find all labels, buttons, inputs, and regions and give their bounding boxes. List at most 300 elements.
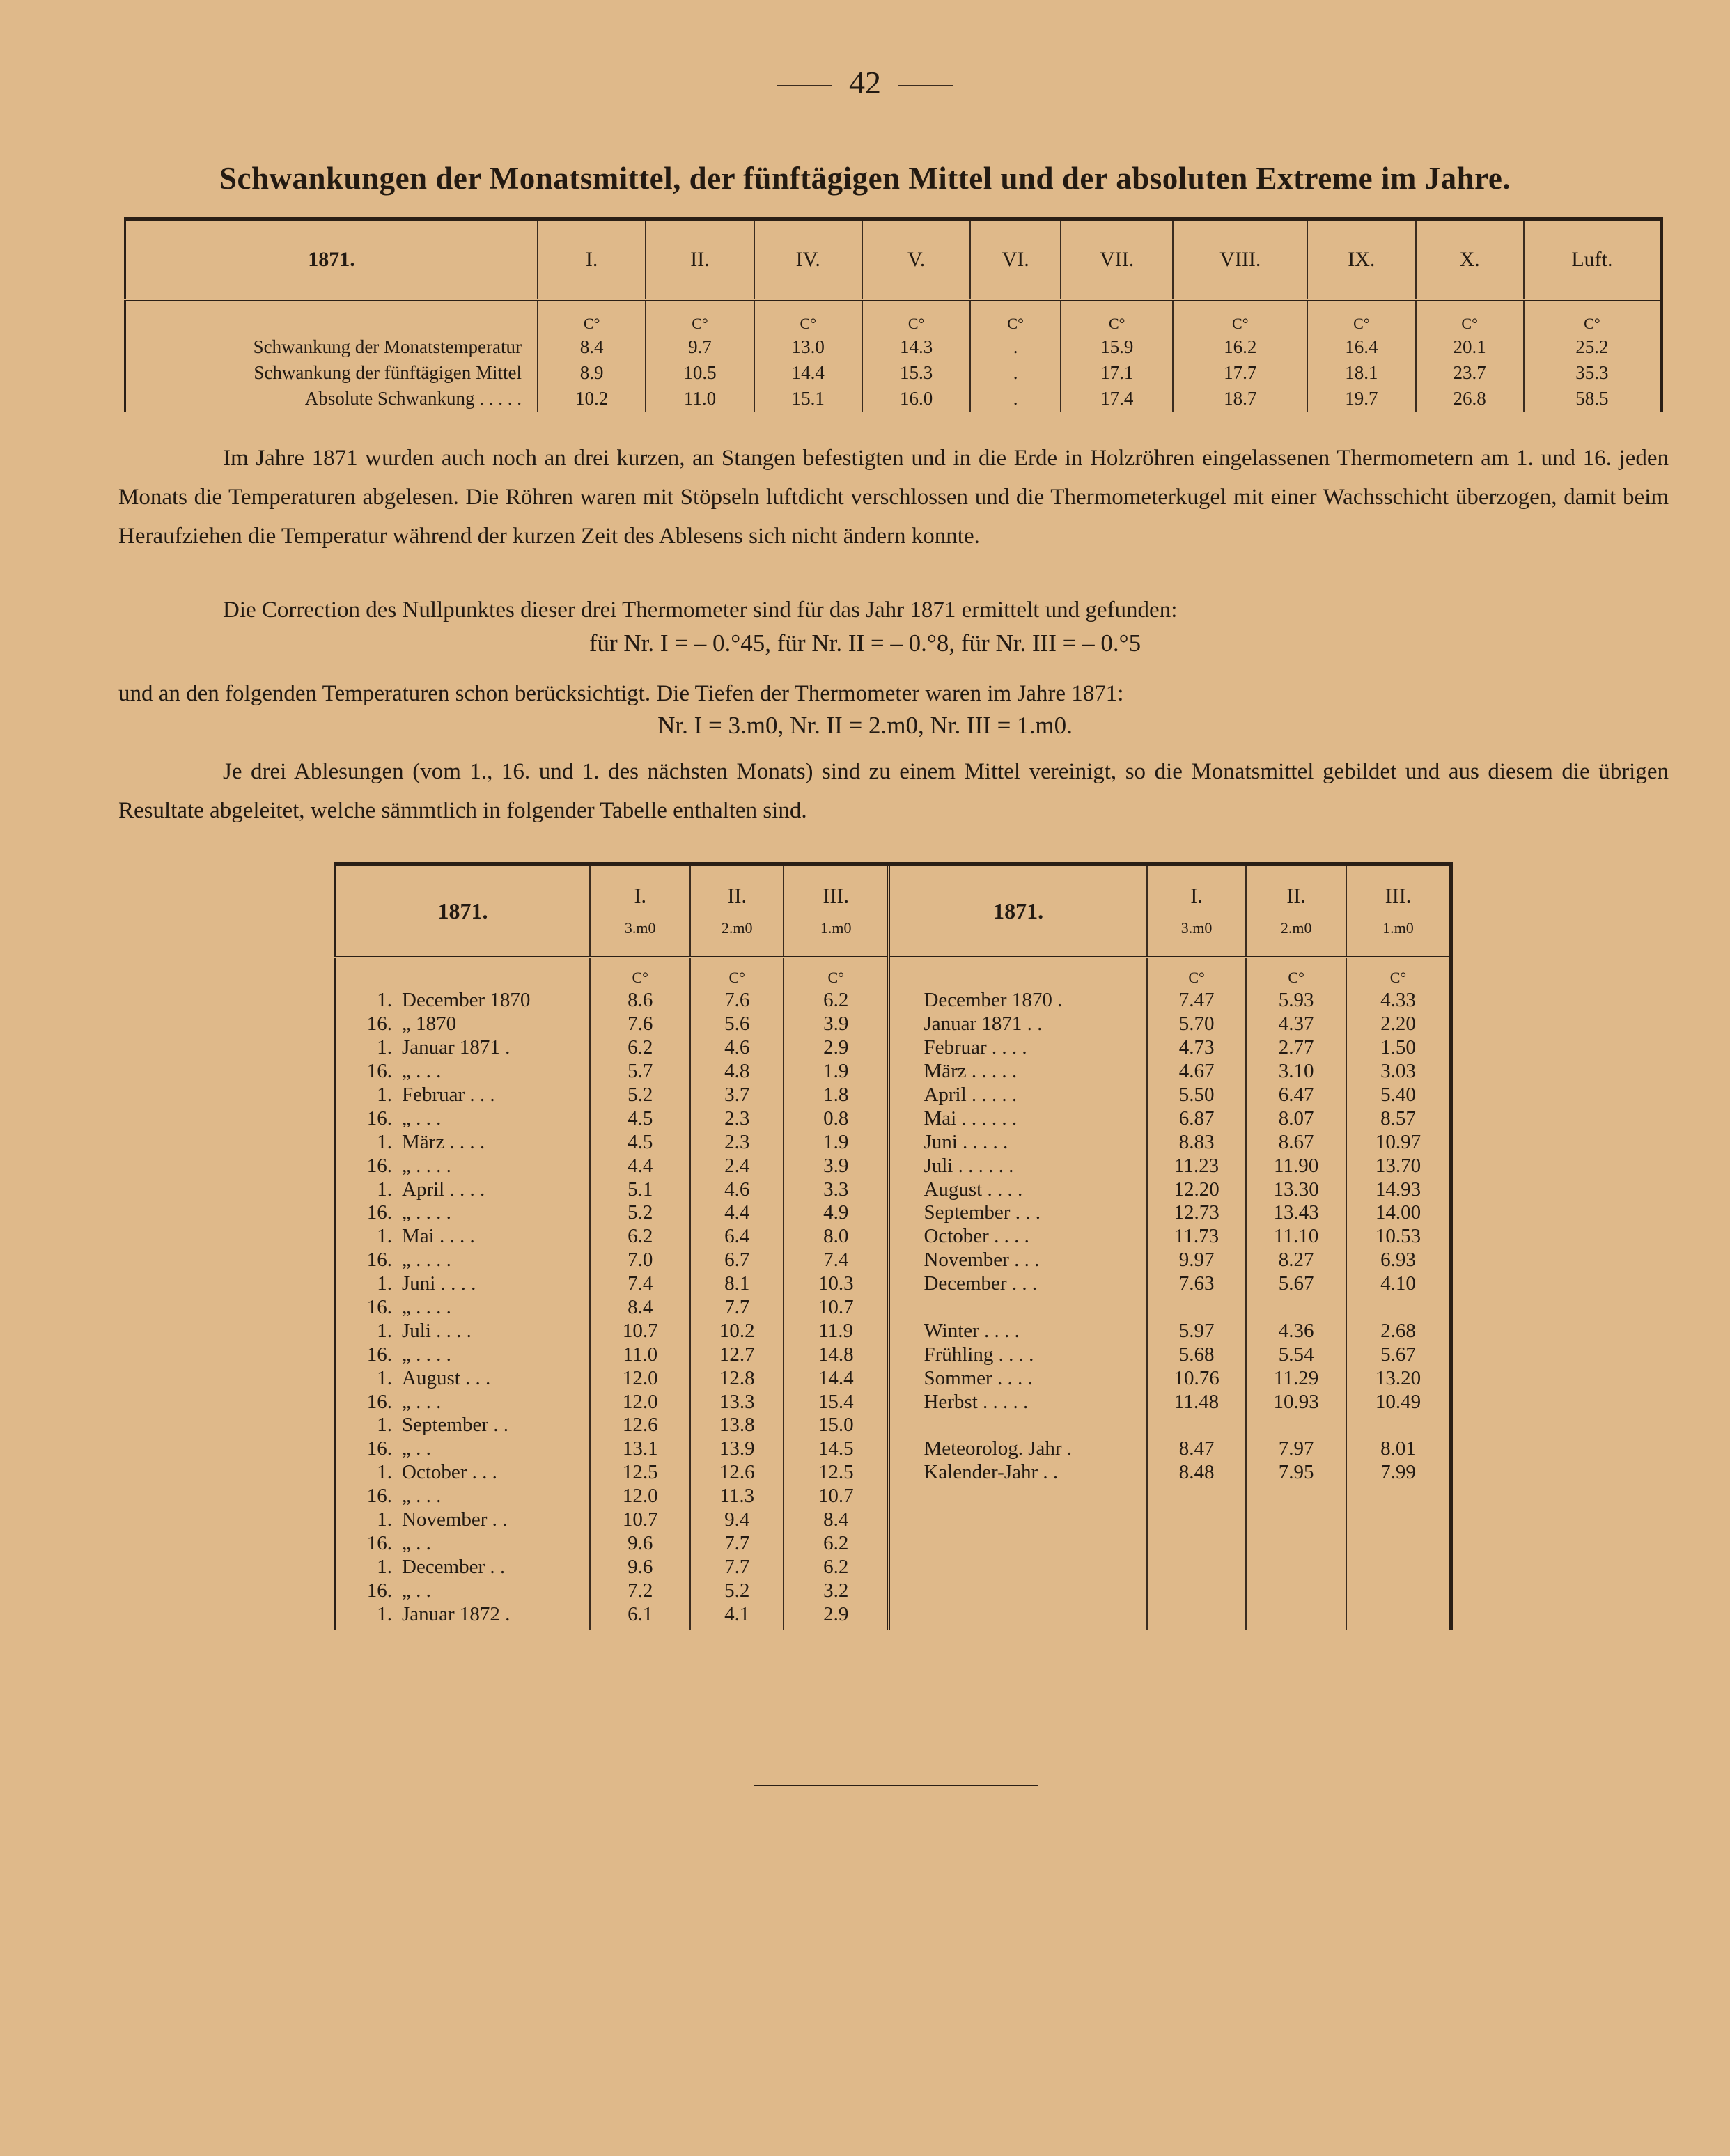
period-label: August . . . . bbox=[889, 1178, 1146, 1201]
month-name: „ . . . . bbox=[402, 1154, 451, 1177]
value-cell: 7.47 bbox=[1147, 989, 1247, 1013]
value-cell: 5.2 bbox=[690, 1579, 784, 1602]
empty-cell bbox=[1246, 1602, 1346, 1630]
value-cell: 13.0 bbox=[754, 334, 862, 360]
value-cell: 8.4 bbox=[538, 334, 646, 360]
date-label bbox=[336, 1036, 591, 1060]
table-row bbox=[336, 1366, 1451, 1390]
table-row bbox=[336, 1319, 1451, 1343]
value-cell: 14.8 bbox=[784, 1343, 889, 1366]
value-cell: 3.9 bbox=[784, 1154, 889, 1178]
value-cell: 4.9 bbox=[784, 1201, 889, 1225]
fluctuation-table bbox=[124, 217, 1663, 412]
period-label: April . . . . . bbox=[889, 1084, 1146, 1107]
value-cell: 14.93 bbox=[1375, 1178, 1421, 1201]
value-cell: 2.3 bbox=[690, 1107, 784, 1130]
depth-formula: Nr. I = 3.m0, Nr. II = 2.m0, Nr. III = 1.m0. bbox=[657, 712, 1073, 739]
value-cell: 19.7 bbox=[1307, 386, 1415, 412]
value-cell: 11.3 bbox=[690, 1485, 784, 1508]
value-cell: 13.9 bbox=[690, 1437, 784, 1461]
value-cell bbox=[1246, 1414, 1346, 1437]
empty-cell bbox=[1346, 1531, 1451, 1555]
value-cell: 2.20 bbox=[1380, 1013, 1416, 1036]
day-number: 16. bbox=[366, 1579, 392, 1602]
value-cell: 13.8 bbox=[690, 1414, 784, 1437]
unit-cell: C° bbox=[1246, 958, 1346, 990]
value-cell: 11.29 bbox=[1246, 1366, 1346, 1390]
value-cell: 13.70 bbox=[1375, 1154, 1421, 1177]
value-cell: 13.3 bbox=[690, 1390, 784, 1414]
month-name: „ . . . bbox=[402, 1060, 442, 1083]
empty-cell bbox=[889, 1555, 1146, 1579]
col-heading: VII. bbox=[1061, 219, 1173, 300]
value-cell: 7.7 bbox=[690, 1531, 784, 1555]
unit-row bbox=[336, 958, 1451, 990]
value-cell: 12.0 bbox=[590, 1366, 690, 1390]
month-name: Januar 1871 . bbox=[402, 1036, 511, 1059]
value-cell: 12.0 bbox=[590, 1390, 690, 1414]
row-label: Schwankung der fünftägigen Mittel bbox=[125, 360, 538, 386]
date-label bbox=[336, 1531, 591, 1555]
day-number: 16. bbox=[366, 1531, 392, 1554]
value-cell: 13.30 bbox=[1246, 1178, 1346, 1201]
value-cell: 8.6 bbox=[590, 989, 690, 1013]
col-heading: III. 1.m0 bbox=[784, 864, 889, 958]
value-cell: 7.7 bbox=[690, 1296, 784, 1320]
value-cell: 9.97 bbox=[1147, 1249, 1247, 1272]
day-number: 1. bbox=[377, 1225, 392, 1248]
day-number: 1. bbox=[377, 1555, 392, 1578]
soil-table-body bbox=[336, 958, 1451, 1631]
row-label: Schwankung der Monatstemperatur bbox=[125, 334, 538, 360]
value-cell: 9.6 bbox=[590, 1531, 690, 1555]
value-cell: 12.20 bbox=[1147, 1178, 1247, 1201]
value-cell: 13.43 bbox=[1246, 1201, 1346, 1225]
date-label bbox=[336, 1579, 591, 1602]
value-cell: 8.67 bbox=[1246, 1130, 1346, 1154]
paragraph-3: und an den folgenden Temperaturen schon berücksichtigt. Die Tiefen der Thermometer waren im Jahre 1871: bbox=[118, 681, 1124, 706]
value-cell: 4.5 bbox=[590, 1130, 690, 1154]
empty-cell bbox=[1346, 1508, 1451, 1532]
value-cell: 8.83 bbox=[1147, 1130, 1247, 1154]
value-cell: 5.68 bbox=[1147, 1343, 1247, 1366]
value-cell: 0.8 bbox=[784, 1107, 889, 1130]
day-number: 1. bbox=[377, 1508, 392, 1531]
table-row bbox=[125, 386, 1662, 412]
unit-cell: C° bbox=[1307, 300, 1415, 335]
value-cell: 9.7 bbox=[646, 334, 754, 360]
month-name: „ . . . . bbox=[402, 1343, 451, 1366]
value-cell: 11.23 bbox=[1147, 1154, 1247, 1178]
table-row bbox=[336, 1084, 1451, 1107]
value-cell: 5.97 bbox=[1147, 1319, 1247, 1343]
empty-cell bbox=[125, 300, 538, 335]
unit-cell: C° bbox=[1524, 300, 1662, 335]
day-number: 1. bbox=[377, 1366, 392, 1389]
day-number: 1. bbox=[377, 1130, 392, 1153]
empty-cell bbox=[889, 1579, 1146, 1602]
date-label bbox=[336, 1414, 591, 1437]
date-label bbox=[336, 1296, 591, 1320]
empty-cell bbox=[1246, 1555, 1346, 1579]
value-cell: 4.4 bbox=[590, 1154, 690, 1178]
month-name: April . . . . bbox=[402, 1178, 485, 1201]
empty-cell bbox=[1147, 1579, 1247, 1602]
table-row bbox=[336, 1485, 1451, 1508]
value-cell: 8.48 bbox=[1147, 1461, 1247, 1485]
date-label bbox=[336, 1249, 591, 1272]
date-label bbox=[336, 1343, 591, 1366]
day-number: 1. bbox=[377, 989, 392, 1012]
value-cell: 5.50 bbox=[1147, 1084, 1247, 1107]
value-cell bbox=[1147, 1296, 1247, 1320]
closing-rule bbox=[754, 1785, 1038, 1786]
date-label bbox=[336, 1154, 591, 1178]
date-label bbox=[336, 1178, 591, 1201]
table-row bbox=[336, 1272, 1451, 1296]
value-cell: 3.9 bbox=[784, 1013, 889, 1036]
value-cell: 12.6 bbox=[590, 1414, 690, 1437]
value-cell: 5.93 bbox=[1246, 989, 1346, 1013]
value-cell: 5.67 bbox=[1246, 1272, 1346, 1296]
period-label: December . . . bbox=[889, 1272, 1146, 1296]
day-number: 16. bbox=[366, 1013, 392, 1036]
value-cell: 7.63 bbox=[1147, 1272, 1247, 1296]
value-cell: 7.4 bbox=[784, 1249, 889, 1272]
value-cell bbox=[1346, 1296, 1451, 1320]
value-cell: 12.5 bbox=[590, 1461, 690, 1485]
col-heading: VIII. bbox=[1173, 219, 1307, 300]
month-name: „ . . . bbox=[402, 1485, 442, 1508]
col-heading: II. 2.m0 bbox=[1246, 864, 1346, 958]
value-cell: 6.2 bbox=[784, 989, 889, 1013]
value-cell: 5.54 bbox=[1246, 1343, 1346, 1366]
period-label bbox=[889, 1296, 1146, 1320]
value-cell: . bbox=[970, 360, 1061, 386]
period-label: September . . . bbox=[889, 1201, 1146, 1225]
table-row bbox=[125, 360, 1662, 386]
value-cell: 8.4 bbox=[784, 1508, 889, 1532]
value-cell: 4.6 bbox=[690, 1036, 784, 1060]
value-cell: 10.3 bbox=[784, 1272, 889, 1296]
month-name: August . . . bbox=[402, 1366, 491, 1389]
unit-row bbox=[125, 300, 1662, 335]
value-cell: 7.0 bbox=[590, 1249, 690, 1272]
date-label bbox=[336, 1130, 591, 1154]
date-label bbox=[336, 1013, 591, 1036]
col-heading: I. 3.m0 bbox=[590, 864, 690, 958]
value-cell: 10.7 bbox=[590, 1319, 690, 1343]
value-cell: 11.0 bbox=[590, 1343, 690, 1366]
value-cell: 4.10 bbox=[1380, 1272, 1416, 1295]
value-cell: 12.5 bbox=[784, 1461, 889, 1485]
empty-cell bbox=[336, 958, 591, 990]
paragraph-2: Die Correction des Nullpunktes dieser drei Thermometer sind für das Jahr 1871 ermittelt und gefunden: bbox=[223, 597, 1178, 623]
date-label bbox=[336, 1319, 591, 1343]
table-row bbox=[336, 1060, 1451, 1084]
unit-cell: C° bbox=[1061, 300, 1173, 335]
value-cell: . bbox=[970, 334, 1061, 360]
value-cell: 4.4 bbox=[690, 1201, 784, 1225]
value-cell: 13.20 bbox=[1375, 1366, 1421, 1389]
table-row bbox=[336, 1531, 1451, 1555]
value-cell: 10.7 bbox=[784, 1485, 889, 1508]
unit-cell: C° bbox=[538, 300, 646, 335]
value-cell: 2.4 bbox=[690, 1154, 784, 1178]
day-number: 1. bbox=[377, 1414, 392, 1437]
value-cell: 23.7 bbox=[1416, 360, 1524, 386]
value-cell: 10.76 bbox=[1147, 1366, 1247, 1390]
value-cell: 4.33 bbox=[1380, 989, 1416, 1012]
date-label bbox=[336, 1555, 591, 1579]
day-number: 1. bbox=[377, 1084, 392, 1106]
table-row bbox=[336, 1555, 1451, 1579]
value-cell: 6.2 bbox=[784, 1555, 889, 1579]
value-cell: 58.5 bbox=[1524, 386, 1662, 412]
value-cell: 6.2 bbox=[784, 1531, 889, 1555]
month-name: März . . . . bbox=[402, 1130, 485, 1153]
unit-cell: C° bbox=[690, 958, 784, 990]
date-label bbox=[336, 1272, 591, 1296]
col-heading: IX. bbox=[1307, 219, 1415, 300]
month-name: December 1870 bbox=[402, 989, 531, 1012]
value-cell: 7.2 bbox=[590, 1579, 690, 1602]
value-cell: 4.1 bbox=[690, 1602, 784, 1630]
value-cell: 8.9 bbox=[538, 360, 646, 386]
col-heading: Luft. bbox=[1524, 219, 1662, 300]
value-cell: 35.3 bbox=[1524, 360, 1662, 386]
table-row bbox=[336, 1107, 1451, 1130]
value-cell: 10.7 bbox=[784, 1296, 889, 1320]
col-heading: VI. bbox=[970, 219, 1061, 300]
table-row bbox=[336, 1178, 1451, 1201]
empty-cell bbox=[889, 958, 1146, 990]
date-label bbox=[336, 1390, 591, 1414]
date-label bbox=[336, 1366, 591, 1390]
table-row bbox=[336, 1390, 1451, 1414]
value-cell: 11.0 bbox=[646, 386, 754, 412]
month-name: September . . bbox=[402, 1414, 509, 1437]
month-name: Juli . . . . bbox=[402, 1319, 472, 1342]
value-cell: 11.90 bbox=[1246, 1154, 1346, 1178]
value-cell: 14.4 bbox=[784, 1366, 889, 1390]
value-cell: 10.5 bbox=[646, 360, 754, 386]
unit-cell: C° bbox=[1389, 968, 1407, 986]
table-row bbox=[336, 1296, 1451, 1320]
col-heading: IV. bbox=[754, 219, 862, 300]
value-cell: 14.00 bbox=[1375, 1201, 1421, 1224]
col-heading: II. bbox=[646, 219, 754, 300]
month-name: „ . . . bbox=[402, 1107, 442, 1130]
month-name: November . . bbox=[402, 1508, 508, 1531]
value-cell: 5.7 bbox=[590, 1060, 690, 1084]
value-cell: 1.8 bbox=[784, 1084, 889, 1107]
value-cell: 10.53 bbox=[1375, 1225, 1421, 1248]
day-number: 1. bbox=[377, 1272, 392, 1295]
day-number: 1. bbox=[377, 1319, 392, 1342]
value-cell: 26.8 bbox=[1416, 386, 1524, 412]
value-cell: 12.8 bbox=[690, 1366, 784, 1390]
unit-cell: C° bbox=[784, 958, 889, 990]
value-cell: 5.70 bbox=[1147, 1013, 1247, 1036]
empty-cell bbox=[1147, 1602, 1247, 1630]
table-row bbox=[336, 1343, 1451, 1366]
date-label bbox=[336, 1437, 591, 1461]
value-cell: 6.1 bbox=[590, 1602, 690, 1630]
table-row bbox=[336, 1130, 1451, 1154]
value-cell: 10.93 bbox=[1246, 1390, 1346, 1414]
table-row bbox=[336, 1036, 1451, 1060]
date-label bbox=[336, 989, 591, 1013]
empty-cell bbox=[1147, 1485, 1247, 1508]
date-label bbox=[336, 1485, 591, 1508]
value-cell: 17.1 bbox=[1061, 360, 1173, 386]
month-name: Mai . . . . bbox=[402, 1225, 475, 1248]
day-number: 1. bbox=[377, 1461, 392, 1484]
table-row bbox=[125, 334, 1662, 360]
value-cell: 3.3 bbox=[784, 1178, 889, 1201]
empty-cell bbox=[1147, 1508, 1247, 1532]
month-name: Januar 1872 . bbox=[402, 1602, 511, 1625]
value-cell: 8.57 bbox=[1380, 1107, 1416, 1130]
value-cell: 7.99 bbox=[1380, 1461, 1416, 1484]
col-heading: III. 1.m0 bbox=[1346, 864, 1451, 958]
date-label bbox=[336, 1060, 591, 1084]
value-cell: 16.2 bbox=[1173, 334, 1307, 360]
value-cell: 8.0 bbox=[784, 1225, 889, 1249]
value-cell: 15.0 bbox=[784, 1414, 889, 1437]
month-name: „ . . . . bbox=[402, 1296, 451, 1319]
unit-cell: C° bbox=[1416, 300, 1524, 335]
value-cell: 9.6 bbox=[590, 1555, 690, 1579]
period-label: Kalender-Jahr . . bbox=[889, 1461, 1146, 1485]
period-label: Juni . . . . . bbox=[889, 1130, 1146, 1154]
value-cell: 17.4 bbox=[1061, 386, 1173, 412]
value-cell: 11.48 bbox=[1147, 1390, 1247, 1414]
value-cell: 2.68 bbox=[1380, 1319, 1416, 1342]
value-cell: 12.0 bbox=[590, 1485, 690, 1508]
value-cell: 7.4 bbox=[590, 1272, 690, 1296]
value-cell: 3.7 bbox=[690, 1084, 784, 1107]
period-label: Frühling . . . . bbox=[889, 1343, 1146, 1366]
table-row bbox=[336, 1508, 1451, 1532]
period-label: Juli . . . . . . bbox=[889, 1154, 1146, 1178]
period-label: Januar 1871 . . bbox=[889, 1013, 1146, 1036]
value-cell: 5.2 bbox=[590, 1201, 690, 1225]
value-cell: 8.47 bbox=[1147, 1437, 1247, 1461]
table-row bbox=[336, 1579, 1451, 1602]
empty-cell bbox=[1346, 1579, 1451, 1602]
left-year-heading: 1871. bbox=[336, 864, 591, 958]
period-label: October . . . . bbox=[889, 1225, 1146, 1249]
value-cell: 3.2 bbox=[784, 1579, 889, 1602]
period-label: Winter . . . . bbox=[889, 1319, 1146, 1343]
value-cell: 12.6 bbox=[690, 1461, 784, 1485]
value-cell: 7.7 bbox=[690, 1555, 784, 1579]
table-row bbox=[336, 1437, 1451, 1461]
day-number: 1. bbox=[377, 1036, 392, 1059]
value-cell: 8.27 bbox=[1246, 1249, 1346, 1272]
col-heading: I. 3.m0 bbox=[1147, 864, 1247, 958]
table-row bbox=[336, 1602, 1451, 1630]
value-cell: 7.6 bbox=[690, 989, 784, 1013]
empty-cell bbox=[1246, 1531, 1346, 1555]
date-label bbox=[336, 1107, 591, 1130]
value-cell: 6.93 bbox=[1380, 1249, 1416, 1272]
table-row bbox=[336, 1225, 1451, 1249]
day-number: 16. bbox=[366, 1437, 392, 1460]
empty-cell bbox=[1346, 1555, 1451, 1579]
value-cell: 10.7 bbox=[590, 1508, 690, 1532]
unit-cell: C° bbox=[590, 958, 690, 990]
unit-cell: C° bbox=[1173, 300, 1307, 335]
date-label bbox=[336, 1225, 591, 1249]
value-cell: 10.97 bbox=[1375, 1130, 1421, 1153]
empty-cell bbox=[1246, 1579, 1346, 1602]
page-number: 42 bbox=[0, 64, 1730, 101]
empty-cell bbox=[1246, 1485, 1346, 1508]
table-row bbox=[336, 1154, 1451, 1178]
period-label bbox=[889, 1414, 1146, 1437]
day-number: 16. bbox=[366, 1201, 392, 1224]
value-cell: 1.9 bbox=[784, 1060, 889, 1084]
value-cell: 4.6 bbox=[690, 1178, 784, 1201]
day-number: 16. bbox=[366, 1390, 392, 1413]
value-cell: 8.07 bbox=[1246, 1107, 1346, 1130]
value-cell: 11.9 bbox=[784, 1319, 889, 1343]
empty-cell bbox=[1147, 1531, 1247, 1555]
row-label: Absolute Schwankung . . . . . bbox=[125, 386, 538, 412]
table-row bbox=[336, 989, 1451, 1013]
empty-cell bbox=[889, 1508, 1146, 1532]
right-year-heading: 1871. bbox=[889, 864, 1146, 958]
value-cell: 5.67 bbox=[1380, 1343, 1416, 1366]
value-cell: 20.1 bbox=[1416, 334, 1524, 360]
period-label: März . . . . . bbox=[889, 1060, 1146, 1084]
month-name: „ . . bbox=[402, 1579, 431, 1602]
value-cell bbox=[1346, 1414, 1451, 1437]
value-cell: 6.87 bbox=[1147, 1107, 1247, 1130]
value-cell: 2.3 bbox=[690, 1130, 784, 1154]
value-cell: 8.01 bbox=[1380, 1437, 1416, 1460]
table-row bbox=[336, 1414, 1451, 1437]
col-heading: II. 2.m0 bbox=[690, 864, 784, 958]
value-cell: 6.2 bbox=[590, 1225, 690, 1249]
value-cell: 4.5 bbox=[590, 1107, 690, 1130]
value-cell bbox=[1147, 1414, 1247, 1437]
unit-cell: C° bbox=[754, 300, 862, 335]
empty-cell bbox=[1346, 1485, 1451, 1508]
value-cell: 7.97 bbox=[1246, 1437, 1346, 1461]
value-cell: 10.49 bbox=[1375, 1390, 1421, 1413]
value-cell: 12.7 bbox=[690, 1343, 784, 1366]
empty-cell bbox=[1246, 1508, 1346, 1532]
value-cell: 18.1 bbox=[1307, 360, 1415, 386]
value-cell bbox=[1246, 1296, 1346, 1320]
value-cell: 15.4 bbox=[784, 1390, 889, 1414]
day-number: 16. bbox=[366, 1485, 392, 1508]
empty-cell bbox=[1346, 1602, 1451, 1630]
value-cell: 6.7 bbox=[690, 1249, 784, 1272]
page-title: Schwankungen der Monatsmittel, der fünftägigen Mittel und der absoluten Extreme im Jahre. bbox=[219, 161, 1511, 196]
soil-temperature-table bbox=[334, 862, 1453, 1630]
value-cell: 3.03 bbox=[1380, 1060, 1416, 1083]
empty-cell bbox=[889, 1485, 1146, 1508]
soil-table-header bbox=[336, 864, 1451, 958]
period-label: Meteorolog. Jahr . bbox=[889, 1437, 1146, 1461]
value-cell: 8.1 bbox=[690, 1272, 784, 1296]
value-cell: 10.2 bbox=[690, 1319, 784, 1343]
